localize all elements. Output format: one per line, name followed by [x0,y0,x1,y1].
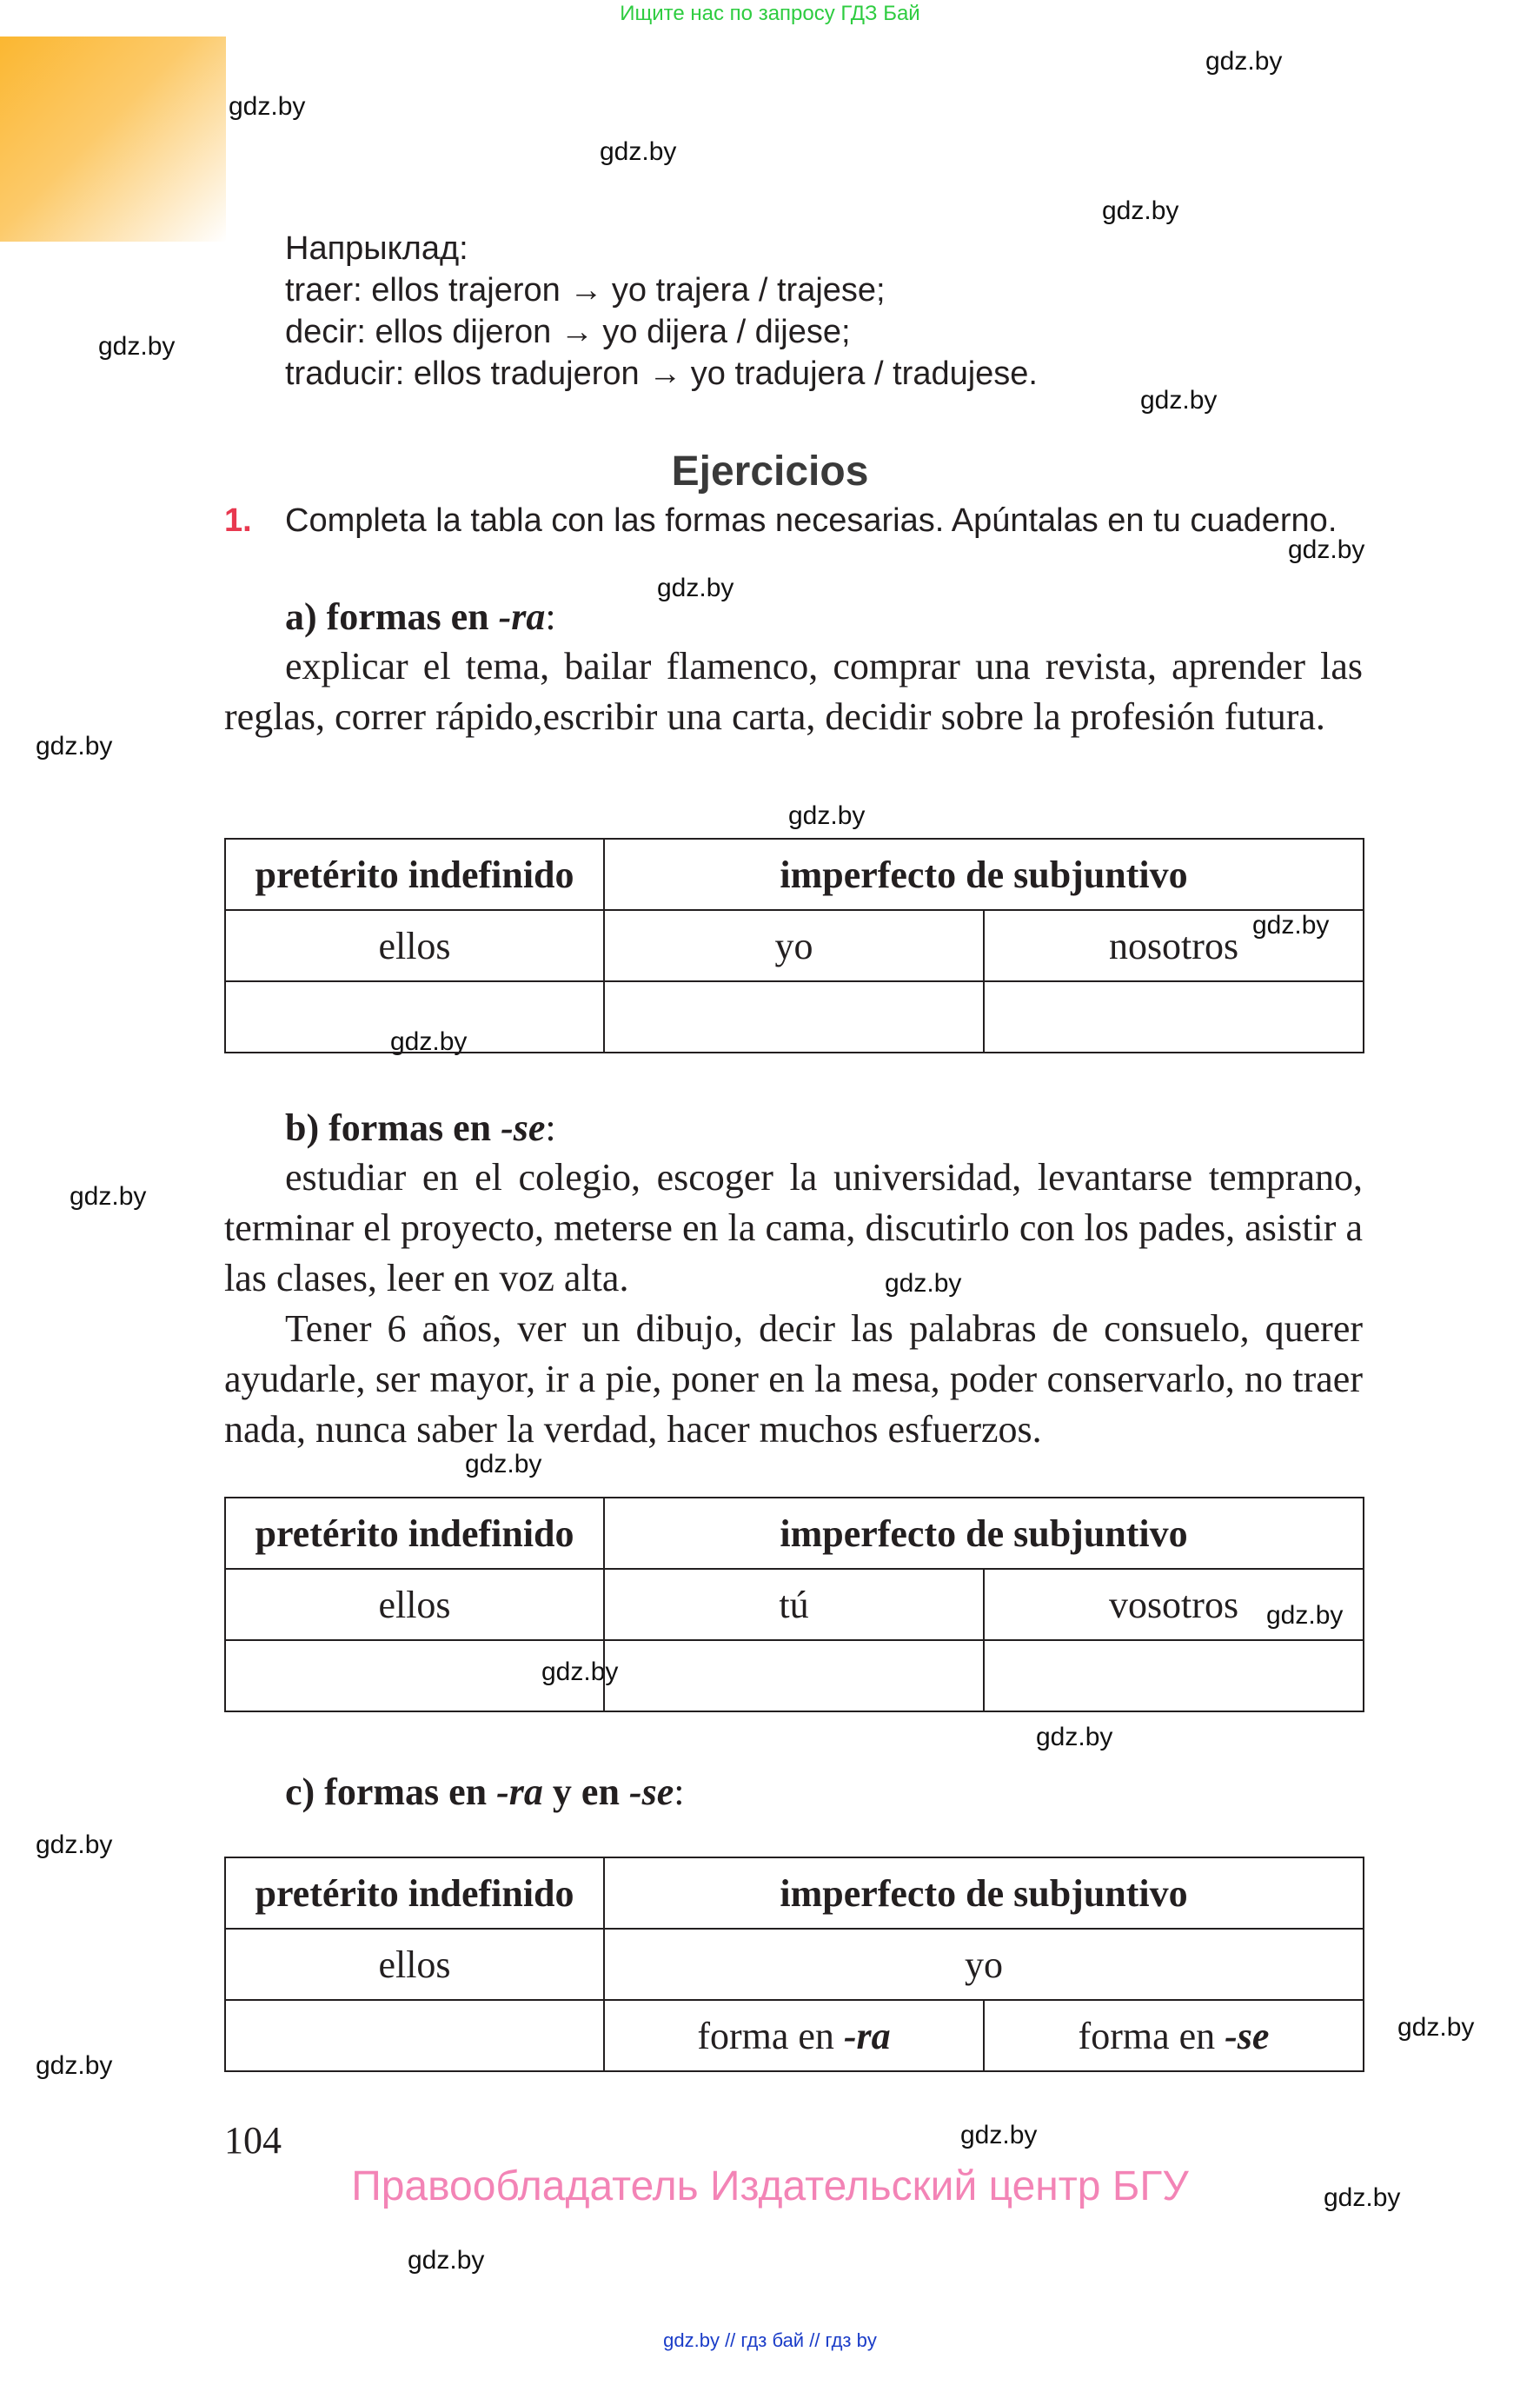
watermark: gdz.by [465,1450,542,1478]
section-a-text: explicar el tema, bailar flamenco, comprar una revista, aprender las reglas, correr rápido,escribir una carta, decidir sobre la profesión futura. [224,645,1363,738]
watermark: gdz.by [541,1658,619,1686]
watermark: gdz.by [390,1027,468,1056]
table-header-left: pretérito indefinido [225,1498,604,1569]
table-cell: ellos [225,910,604,981]
watermark: gdz.by [98,332,176,361]
table-cell: ellos [225,1569,604,1640]
watermark: gdz.by [1288,535,1365,564]
table-a [224,838,1364,1053]
corner-decoration [0,37,226,242]
table-cell-empty[interactable] [225,981,604,1053]
section-b-text-2: Tener 6 años, ver un dibujo, decir las palabras de consuelo, querer ayudarle, ser mayor, ir a pie, poner en la mesa, poder conservarlo, no traer nada, nunca saber la verdad, hacer muchos esfuerzos. [224,1307,1363,1451]
example-line: traducir: ellos tradujeron → yo tradujera / tradujese. [285,355,1038,392]
watermark: gdz.by [1036,1723,1113,1751]
table-cell-empty[interactable] [225,1640,604,1711]
exercise-number: 1. [224,502,252,539]
watermark: gdz.by [408,2246,485,2275]
watermark: gdz.by [1205,47,1283,76]
table-c [224,1857,1364,2072]
watermark: gdz.by [885,1269,962,1298]
watermark: gdz.by [1397,2013,1475,2042]
watermark: gdz.by [1324,2183,1401,2212]
watermark: gdz.by [70,1182,147,1211]
watermark: gdz.by [1266,1601,1344,1630]
table-b [224,1497,1364,1712]
table-cell: nosotros [984,910,1364,981]
example-block [285,228,1038,395]
watermark: gdz.by [1252,911,1330,940]
table-cell: yo [604,1929,1364,2000]
table-cell-empty[interactable] [225,2000,604,2071]
table-header-right: imperfecto de subjuntivo [604,1857,1364,1929]
watermark: gdz.by [36,2051,113,2080]
table-cell-empty[interactable] [604,981,984,1053]
table-cell-form-se: forma en -se [984,2000,1364,2071]
section-b-title: b) formas en -se: [285,1106,556,1149]
table-cell-form-ra: forma en -ra [604,2000,984,2071]
section-a-title: a) formas en -ra: [285,595,556,638]
watermark: gdz.by [36,732,113,761]
watermark: gdz.by [600,137,677,166]
table-cell: yo [604,910,984,981]
exercise-instruction: Completa la tabla con las formas necesarias. Apúntalas en tu cuaderno. [285,502,1338,539]
section-c-title: c) formas en -ra y en -se: [285,1770,685,1813]
table-cell-empty[interactable] [604,1640,984,1711]
watermark: gdz.by [1140,386,1218,415]
section-b-text-1: estudiar en el colegio, escoger la universidad, levantarse temprano, terminar el proyecto, meterse en la cama, discutirlo con los pades, asistir a las clases, leer en voz alta. [224,1156,1363,1299]
watermark: gdz.by [960,2121,1038,2149]
footer-links[interactable]: gdz.by // гдз бай // гдз by [663,2329,877,2351]
table-cell: tú [604,1569,984,1640]
table-header-left: pretérito indefinido [225,839,604,910]
section-heading: Ejercicios [671,448,869,495]
table-header-right: imperfecto de subjuntivo [604,1498,1364,1569]
table-header-right: imperfecto de subjuntivo [604,839,1364,910]
top-banner[interactable]: Ищите нас по запросу ГДЗ Бай [620,2,920,25]
table-cell-empty[interactable] [984,981,1364,1053]
table-header-left: pretérito indefinido [225,1857,604,1929]
watermark: gdz.by [788,801,866,830]
watermark: gdz.by [657,574,734,602]
table-cell: vosotros [984,1569,1364,1640]
watermark: gdz.by [36,1830,113,1859]
example-line: decir: ellos dijeron → yo dijera / dijese; [285,314,851,350]
page-number: 104 [224,2119,282,2162]
copyright-notice: Правообладатель Издательский центр БГУ [351,2163,1189,2209]
watermark: gdz.by [1102,196,1179,225]
example-line: Напрыклад: [285,230,468,267]
example-line: traer: ellos trajeron → yo trajera / trajese; [285,272,886,309]
table-cell: ellos [225,1929,604,2000]
watermark: gdz.by [229,92,306,121]
table-cell-empty[interactable] [984,1640,1364,1711]
